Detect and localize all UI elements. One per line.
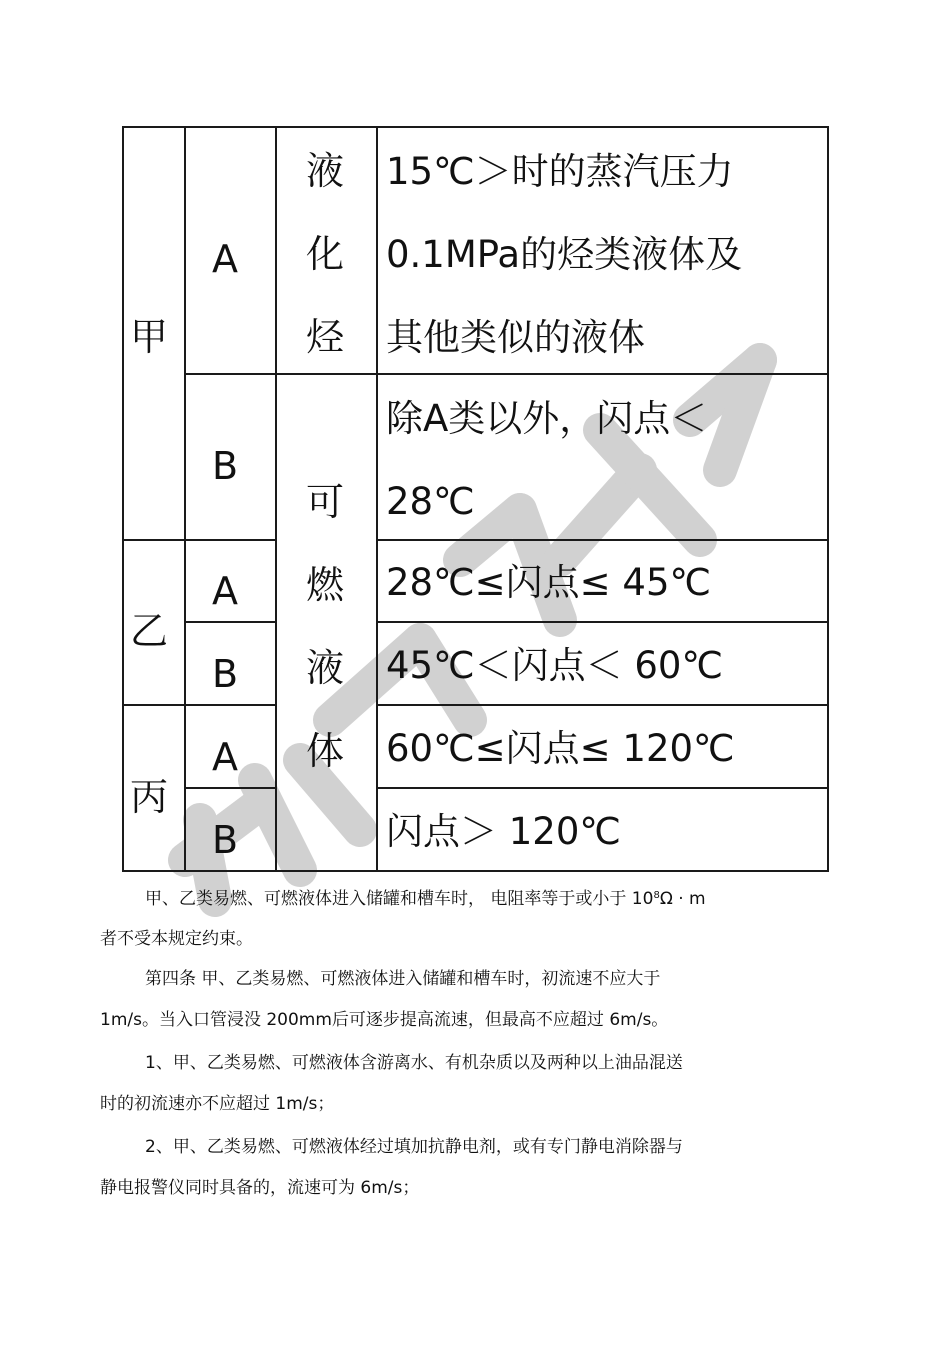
type-label-liquefied-hydrocarbon: 液 化 烃: [305, 149, 344, 359]
table-border: [376, 126, 378, 872]
paragraph-line: 1m/s。当入口管浸没 200mm后可逐步提高流速，但最高不应超过 6m/s。: [100, 1010, 669, 1030]
table-border: [184, 787, 277, 789]
description-cell: 60℃≤闪点≤ 120℃: [386, 727, 735, 770]
group-label-jia: 甲: [130, 315, 169, 359]
table-border: [827, 126, 829, 872]
subclass-label: B: [212, 652, 239, 696]
group-label-yi: 乙: [130, 609, 169, 653]
table-border: [122, 126, 829, 128]
paragraph-line: 静电报警仪同时具备的，流速可为 6m/s；: [100, 1178, 420, 1198]
paragraph-line: 者不受本规定约束。: [100, 929, 253, 949]
paragraph-line: 1、甲、乙类易燃、可燃液体含游离水、有机杂质以及两种以上油品混送: [145, 1053, 683, 1073]
table-border: [122, 539, 277, 541]
subclass-label: B: [212, 818, 239, 862]
subclass-label: A: [212, 237, 238, 281]
description-cell: 除A类以外，闪点＜ 28℃: [386, 397, 708, 523]
description-cell: 15℃＞时的蒸汽压力 0.1MPa的烃类液体及 其他类似的液体: [386, 150, 743, 359]
description-cell: 28℃≤闪点≤ 45℃: [386, 561, 712, 604]
paragraph-line: 第四条 甲、乙类易燃、可燃液体进入储罐和槽车时，初流速不应大于: [145, 969, 661, 989]
description-cell: 闪点＞ 120℃: [386, 810, 621, 853]
subclass-label: B: [212, 444, 239, 488]
paragraph-line: 2、甲、乙类易燃、可燃液体经过填加抗静电剂，或有专门静电消除器与: [145, 1137, 683, 1157]
paragraph-line: 甲、乙类易燃、可燃液体进入储罐和槽车时， 电阻率等于或小于 $10^8\Omega \cdot m$: [145, 889, 706, 909]
paragraph-line: 时的初流速亦不应超过 1m/s；: [100, 1094, 335, 1114]
table-border: [184, 621, 277, 623]
table-border: [275, 126, 277, 872]
group-label-bing: 丙: [130, 775, 169, 819]
subclass-label: A: [212, 569, 238, 613]
subclass-label: A: [212, 735, 238, 779]
table-border: [122, 126, 124, 872]
description-cell: 45℃＜闪点＜ 60℃: [386, 644, 724, 687]
table-border: [122, 704, 277, 706]
type-label-combustible-liquid: 可 燃 液 体: [305, 480, 344, 773]
table-border: [184, 126, 186, 872]
